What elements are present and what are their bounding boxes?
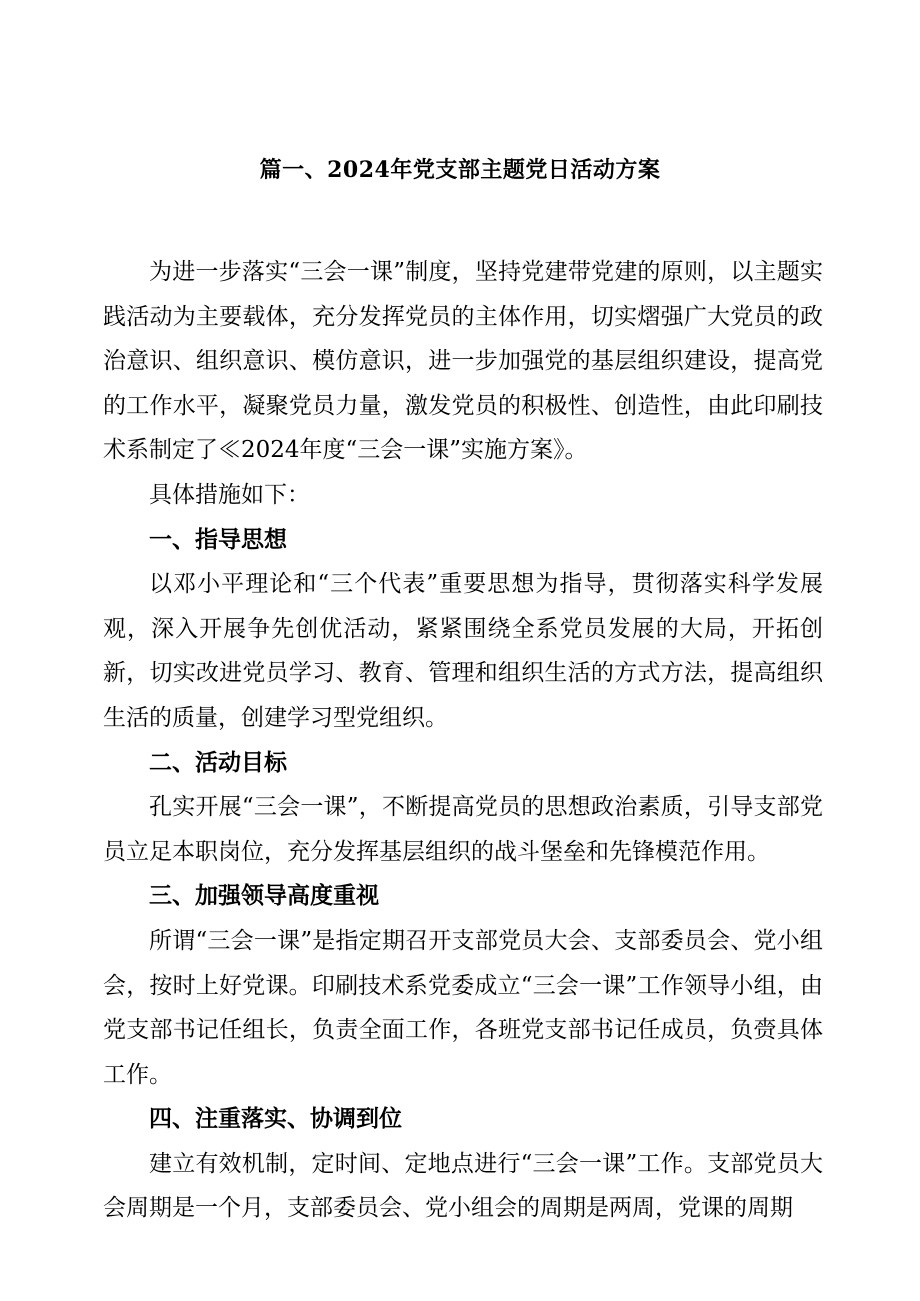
measures-intro: 具体措施如下： — [149, 481, 310, 508]
section-heading-guiding-ideology: 一、指导思想 — [149, 525, 287, 553]
section-heading-activity-goals: 二、活动目标 — [149, 748, 287, 776]
activity-goals-paragraph: 孔实开展“三会一课”，不断提高党员的思想政治素质，引导支部党员立足本职岗位，充分发挥基层组织的战斗堡垒和先锋模范作用。 — [103, 794, 823, 865]
leadership-paragraph: 所谓“三会一课”是指定期召开支部党员大会、支部委员会、党小组会，按时上好党课。印刷技术系党委成立“三会一课”工作领导小组，由党支部书记任组长，负责全面工作，各班党支部书记任成员，负赍具体工作。 — [103, 927, 823, 1088]
section-heading-implementation: 四、注重落实、协调到位 — [149, 1105, 402, 1133]
intro-paragraph: 为进一步落实“三会一课”制度，坚持党建带党建的原则，以主题实践活动为主要载体，充分发挥党员的主体作用，切实熠强广大党员的政治意识、组织意识、模仿意识，进一步加强党的基层组织建设，提高党的工作水平，凝聚党员力量，激发党员的积极性、创造性，由此印刷技术系制定了≪2024年度“三会一课”实施方案》。 — [103, 259, 823, 464]
section-heading-leadership: 三、加强领导高度重视 — [149, 882, 379, 910]
page-title: 篇一、2024年党支部主题党日活动方案 — [259, 157, 661, 183]
document-body — [103, 250, 823, 1231]
guiding-ideology-paragraph: 以邓小平理论和“三个代表”重要思想为指导，贯彻落实科学发展观，深入开展争先创优活动，紧紧围绕全系党员发展的大局，开拓创新，切实改进党员学习、教育、管理和组织生活的方式方法，提高组织生活的质量，创建学习型党组织。 — [103, 571, 823, 731]
implementation-paragraph: 建立有效机制，定时间、定地点进行“三会一课”工作。支部党员大会周期是一个月，支部委员会、党小组会的周期是两周，党课的周期 — [103, 1150, 823, 1222]
